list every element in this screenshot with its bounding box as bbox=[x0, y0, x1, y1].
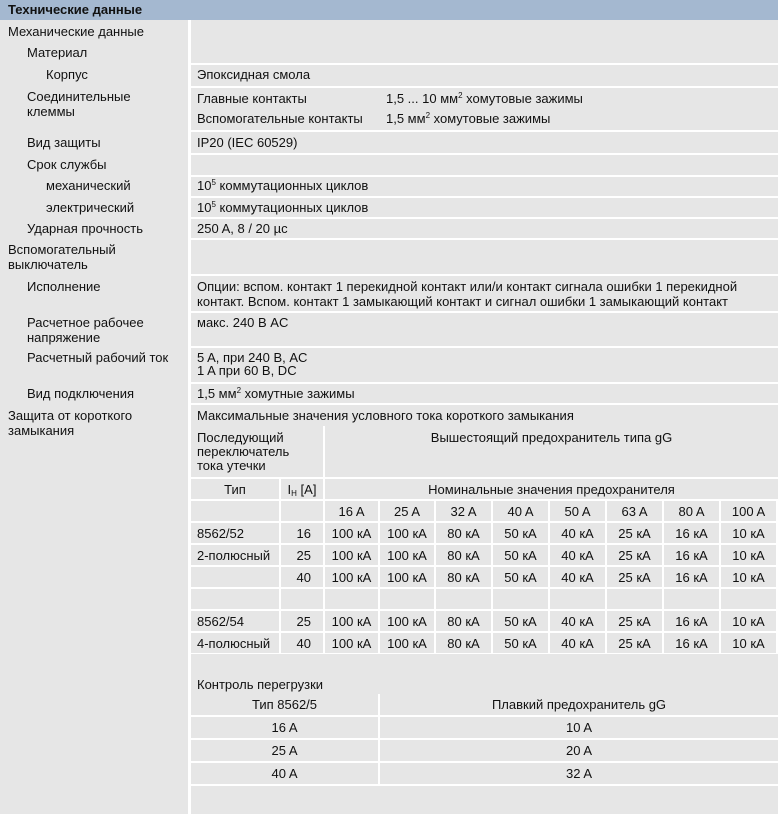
overload-row-fuse bbox=[380, 740, 778, 761]
sc-fuse-header bbox=[493, 501, 548, 521]
sc-row-in-value: 40 bbox=[296, 570, 311, 585]
label-rated-voltage-2: напряжение bbox=[27, 330, 101, 345]
sc-row-type-label: 4-полюсный bbox=[197, 636, 271, 651]
sc-value: 40 кA bbox=[561, 614, 594, 629]
sc-col1-line: переключатель bbox=[197, 444, 290, 459]
sc-value: 50 кA bbox=[504, 526, 537, 541]
sc-value: 16 кA bbox=[675, 636, 708, 651]
row-divider bbox=[191, 63, 778, 65]
sc-row-value bbox=[436, 611, 491, 631]
sc-blank-cell bbox=[607, 589, 662, 609]
overload-col2-header bbox=[380, 694, 778, 715]
sc-row-value bbox=[607, 567, 662, 587]
sc-value: 50 кA bbox=[504, 636, 537, 651]
sc-value: 10 кA bbox=[732, 614, 765, 629]
sc-fuse-header bbox=[721, 501, 776, 521]
sc-blank-cell bbox=[436, 589, 491, 609]
sc-fuse-label: 40 A bbox=[507, 504, 534, 519]
sc-fuse-header bbox=[607, 501, 662, 521]
sc-value: 100 кA bbox=[387, 570, 427, 585]
design-line-2: контакт. Вспом. контакт 1 замыкающий контакт и сигнал ошибки 1 замыкающий контакт bbox=[197, 294, 728, 309]
row-divider bbox=[191, 346, 778, 348]
sc-row-type bbox=[191, 545, 279, 565]
sc-row-in-value: 16 bbox=[296, 526, 311, 541]
row-divider bbox=[191, 382, 778, 384]
sc-row-value bbox=[380, 545, 434, 565]
sc-row-in-value: 40 bbox=[296, 636, 311, 651]
sc-row-type-label: 8562/54 bbox=[197, 614, 244, 629]
sc-row-value bbox=[380, 633, 434, 653]
label-short-circuit: Защита от короткого bbox=[8, 408, 133, 423]
sc-value: 80 кA bbox=[447, 526, 480, 541]
sc-col1-line: тока утечки bbox=[197, 458, 266, 473]
sc-type-label: Тип bbox=[224, 482, 246, 497]
sc-value: 40 кA bbox=[561, 548, 594, 563]
overload-fuse-value: 32 A bbox=[565, 766, 593, 781]
sc-value: 50 кA bbox=[504, 614, 537, 629]
sc-fuse-label: 32 A bbox=[450, 504, 477, 519]
sc-blank-cell bbox=[191, 589, 279, 609]
sc-value: 100 кA bbox=[331, 526, 372, 541]
sc-row-type bbox=[191, 611, 279, 631]
label-electrical: электрический bbox=[46, 200, 135, 215]
sc-value: 100 кA bbox=[331, 636, 372, 651]
sc-fuse-header bbox=[664, 501, 719, 521]
sc-value: 25 кA bbox=[618, 570, 651, 585]
sc-table bbox=[191, 426, 778, 654]
label-service-life: Срок службы bbox=[27, 157, 107, 172]
main-contacts-value: 1,5 ... 10 $мм^2$ хомутовые зажимы bbox=[386, 91, 583, 106]
label-connect: Соединительные bbox=[27, 89, 131, 104]
row-divider bbox=[191, 175, 778, 177]
sc-row-in-value: 25 bbox=[296, 614, 311, 629]
sc-fuse-header bbox=[380, 501, 434, 521]
sc-blank-cell bbox=[721, 589, 776, 609]
sc-row-in bbox=[281, 633, 323, 653]
sc-row-in-value: 25 bbox=[296, 548, 311, 563]
sc-blank-cell bbox=[493, 589, 548, 609]
sc-row-value bbox=[664, 567, 719, 587]
sc-row-value bbox=[550, 611, 605, 631]
sc-value: 10 кA bbox=[732, 548, 765, 563]
sc-upstream-header bbox=[325, 426, 778, 477]
sc-value: 100 кA bbox=[387, 636, 427, 651]
sc-value: 10 кA bbox=[732, 526, 765, 541]
sc-col1-line: Последующий bbox=[197, 430, 284, 445]
sc-row-in bbox=[281, 567, 323, 587]
sc-in-header bbox=[281, 479, 323, 499]
protection-value: IP20 (IEC 60529) bbox=[197, 135, 298, 150]
label-short-circuit-2: замыкания bbox=[8, 423, 75, 438]
label-protection: Вид защиты bbox=[27, 135, 101, 150]
sc-row-value bbox=[550, 523, 605, 543]
sc-row-value bbox=[493, 611, 548, 631]
sc-value: 80 кA bbox=[447, 636, 480, 651]
aux-contacts-value: 1,5 $мм^2$ хомутовые зажимы bbox=[386, 111, 551, 126]
sc-row-value bbox=[380, 611, 434, 631]
label-mechanical: механический bbox=[46, 178, 131, 193]
sc-row-type-label: 2-полюсный bbox=[197, 548, 271, 563]
sc-value: 100 кA bbox=[387, 526, 427, 541]
sc-value: 25 кA bbox=[618, 526, 651, 541]
sc-row-value bbox=[664, 633, 719, 653]
label-housing: Корпус bbox=[46, 67, 88, 82]
housing-value: Эпоксидная смола bbox=[197, 67, 311, 82]
row-divider bbox=[191, 274, 778, 276]
sc-blank-cell bbox=[550, 589, 605, 609]
label-aux-switch-2: выключатель bbox=[8, 257, 88, 272]
row-divider bbox=[191, 217, 778, 219]
design-line-1: Опции: вспом. контакт 1 перекидной контакт или/и контакт сигнала ошибки 1 перекидной bbox=[197, 279, 738, 294]
label-connect-2: клеммы bbox=[27, 104, 75, 119]
sc-blank-cell bbox=[325, 589, 378, 609]
row-divider bbox=[191, 130, 778, 132]
mech-life-value: $10^5$ коммутационных циклов bbox=[197, 178, 369, 193]
sc-fuse-label: 25 A bbox=[393, 504, 421, 519]
sc-row-value bbox=[607, 523, 662, 543]
elec-life-value: $10^5$ коммутационных циклов bbox=[197, 200, 369, 215]
sc-value: 16 кA bbox=[675, 570, 708, 585]
overload-title: Контроль перегрузки bbox=[197, 677, 324, 692]
sc-row-value bbox=[721, 633, 776, 653]
overload-row-type bbox=[191, 740, 378, 761]
overload-fuse-value: 10 A bbox=[565, 720, 593, 735]
sc-row-value bbox=[493, 523, 548, 543]
sc-row-in bbox=[281, 523, 323, 543]
sc-row-value bbox=[436, 633, 491, 653]
sc-fuse-label: 100 A bbox=[731, 504, 766, 519]
sc-blank-cell bbox=[664, 589, 719, 609]
sc-row-value bbox=[436, 545, 491, 565]
sc-blank-cell bbox=[191, 501, 279, 521]
overload-fuse-value: 20 A bbox=[565, 743, 593, 758]
row-divider bbox=[191, 238, 778, 240]
label-aux-switch: Вспомогательный bbox=[8, 242, 116, 257]
sc-value: 100 кA bbox=[387, 548, 427, 563]
label-material: Материал bbox=[27, 45, 88, 60]
sc-value: 80 кA bbox=[447, 614, 480, 629]
sc-row-value bbox=[721, 523, 776, 543]
row-divider bbox=[191, 311, 778, 313]
sc-value: 16 кA bbox=[675, 526, 708, 541]
sc-row-value bbox=[325, 633, 378, 653]
sc-fuse-label: 16 A bbox=[338, 504, 365, 519]
overload-row-type bbox=[191, 763, 378, 784]
sc-title: Максимальные значения условного тока короткого замыкания bbox=[197, 408, 574, 423]
sc-row-value bbox=[550, 567, 605, 587]
label-mech: Механические данные bbox=[8, 24, 144, 39]
conn-value: 1,5 $мм^2$ хомутные зажимы bbox=[197, 386, 355, 401]
row-divider bbox=[191, 86, 778, 88]
label-rated-voltage: Расчетное рабочее bbox=[27, 315, 144, 330]
sc-value: 10 кA bbox=[732, 570, 765, 585]
sc-row-value bbox=[664, 523, 719, 543]
sc-value: 40 кA bbox=[561, 526, 594, 541]
sc-value: 50 кA bbox=[504, 570, 537, 585]
sc-value: 25 кA bbox=[618, 548, 651, 563]
sc-row-value bbox=[493, 633, 548, 653]
aux-contacts-label: Вспомогательные контакты bbox=[197, 111, 363, 126]
overload-type-value: 40 A bbox=[271, 766, 298, 781]
sc-row-value bbox=[607, 611, 662, 631]
sc-value: 10 кA bbox=[732, 636, 765, 651]
sc-row-value bbox=[607, 545, 662, 565]
sc-type-header bbox=[191, 479, 279, 499]
overload-row-type bbox=[191, 717, 378, 738]
sc-row-value bbox=[721, 611, 776, 631]
sc-row-type bbox=[191, 633, 279, 653]
sc-value: 16 кA bbox=[675, 614, 708, 629]
row-divider bbox=[191, 153, 778, 155]
sc-row-value bbox=[550, 633, 605, 653]
sc-row-in bbox=[281, 545, 323, 565]
sc-fuse-label: 63 A bbox=[621, 504, 648, 519]
sc-value: 100 кA bbox=[331, 548, 372, 563]
overload-col1-header bbox=[191, 694, 378, 715]
sc-row-value bbox=[380, 567, 434, 587]
overload-type-value: 25 A bbox=[271, 743, 298, 758]
sc-row-value bbox=[664, 545, 719, 565]
row-divider bbox=[191, 196, 778, 198]
sc-row-value bbox=[664, 611, 719, 631]
sc-row-type-label: 8562/52 bbox=[197, 526, 244, 541]
sc-row-value bbox=[325, 567, 378, 587]
voltage-value: макс. 240 В AC bbox=[197, 315, 289, 330]
sc-row-value bbox=[436, 567, 491, 587]
sc-fuse-header bbox=[325, 501, 378, 521]
current-line-2: 1 A при 60 В, DC bbox=[197, 363, 297, 378]
sc-row-in bbox=[281, 611, 323, 631]
sc-fuse-label: 80 A bbox=[678, 504, 705, 519]
label-rated-current: Расчетный рабочий ток bbox=[27, 350, 169, 365]
sc-row-type bbox=[191, 523, 279, 543]
sc-col1-header bbox=[191, 426, 323, 477]
sc-fuse-label: 50 A bbox=[564, 504, 591, 519]
sc-fuse-header bbox=[550, 501, 605, 521]
sc-value: 16 кA bbox=[675, 548, 708, 563]
row-divider bbox=[191, 403, 778, 405]
sc-row-value bbox=[607, 633, 662, 653]
sc-value: 40 кA bbox=[561, 636, 594, 651]
label-conn-type: Вид подключения bbox=[27, 386, 135, 401]
sc-row-value bbox=[325, 545, 378, 565]
sc-row-value bbox=[325, 611, 378, 631]
sc-fuse-header bbox=[436, 501, 491, 521]
overload-col2-label: Плавкий предохранитель gG bbox=[491, 697, 667, 712]
overload-row-fuse bbox=[380, 717, 778, 738]
overload-table bbox=[191, 694, 778, 786]
sc-blank-cell bbox=[281, 589, 323, 609]
label-impulse: Ударная прочность bbox=[27, 221, 143, 236]
current-line-1: 5 A, при 240 В, AC bbox=[197, 350, 308, 365]
sc-row-value bbox=[721, 545, 776, 565]
sc-row-value bbox=[493, 545, 548, 565]
label-design: Исполнение bbox=[27, 279, 101, 294]
sc-row-value bbox=[721, 567, 776, 587]
sc-value: 100 кA bbox=[331, 614, 372, 629]
sc-nominal-header bbox=[325, 479, 778, 499]
sc-blank-cell bbox=[380, 589, 434, 609]
sc-row-type bbox=[191, 567, 279, 587]
sc-upstream-label: Вышестоящий предохранитель типа gG bbox=[430, 430, 673, 445]
overload-type-value: 16 A bbox=[271, 720, 298, 735]
overload-col1-label: Тип 8562/5 bbox=[251, 697, 318, 712]
main-contacts-label: Главные контакты bbox=[197, 91, 307, 106]
sc-row-value bbox=[380, 523, 434, 543]
sc-blank-cell bbox=[281, 501, 323, 521]
impulse-value: 250 A, 8 / 20 µс bbox=[197, 221, 288, 236]
sc-value: 80 кA bbox=[447, 570, 480, 585]
sc-nominal-label: Номинальные значения предохранителя bbox=[428, 482, 675, 497]
sc-value: 25 кA bbox=[618, 614, 651, 629]
sc-value: 50 кA bbox=[504, 548, 537, 563]
sc-value: 25 кA bbox=[618, 636, 651, 651]
sc-row-value bbox=[325, 523, 378, 543]
sc-value: 80 кA bbox=[447, 548, 480, 563]
sc-in-label: $I_H$ [A] bbox=[287, 482, 317, 498]
overload-row-fuse bbox=[380, 763, 778, 784]
section-title: Технические данные bbox=[0, 0, 778, 20]
sc-value: 100 кA bbox=[331, 570, 372, 585]
sc-row-value bbox=[493, 567, 548, 587]
sc-value: 100 кA bbox=[387, 614, 427, 629]
sc-row-value bbox=[550, 545, 605, 565]
sc-value: 40 кA bbox=[561, 570, 594, 585]
sc-row-value bbox=[436, 523, 491, 543]
